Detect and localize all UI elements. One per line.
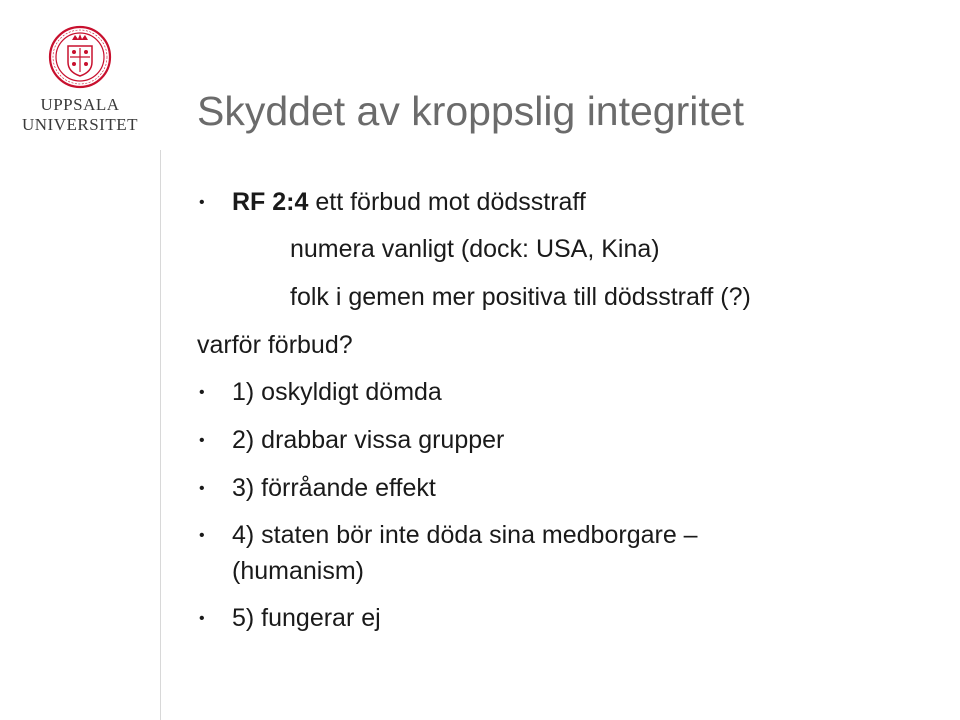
sub-item-2: folk i gemen mer positiva till dödsstraff (?)	[290, 283, 751, 311]
bullet-icon: •	[199, 610, 205, 627]
list-item-reason-5: 5) fungerar ej	[232, 604, 381, 632]
question-line: varför förbud?	[197, 331, 353, 359]
logo-text-line2: UNIVERSITET	[22, 115, 138, 134]
rf-text: ett förbud mot dödsstraff	[308, 188, 586, 216]
bullet-icon: •	[199, 480, 205, 497]
rf-label: RF 2:4	[232, 188, 309, 216]
list-item-reason-4: 4) staten bör inte döda sina medborgare –	[232, 521, 698, 549]
list-item-reason-1: 1) oskyldigt dömda	[232, 378, 442, 406]
bullet-icon: •	[199, 432, 205, 449]
sub-item-1: numera vanligt (dock: USA, Kina)	[290, 235, 660, 263]
bullet-icon: •	[199, 384, 205, 401]
slide-title: Skyddet av kroppslig integritet	[197, 88, 744, 134]
bullet-icon: •	[199, 527, 205, 544]
list-item-reason-3: 3) förråande effekt	[232, 474, 436, 502]
list-item-rf	[232, 187, 586, 217]
logo-text-line1: UPPSALA	[40, 95, 120, 114]
list-item-reason-2: 2) drabbar vissa grupper	[232, 426, 505, 454]
list-item-reason-4-cont: (humanism)	[232, 557, 364, 585]
bullet-icon: •	[199, 194, 205, 211]
